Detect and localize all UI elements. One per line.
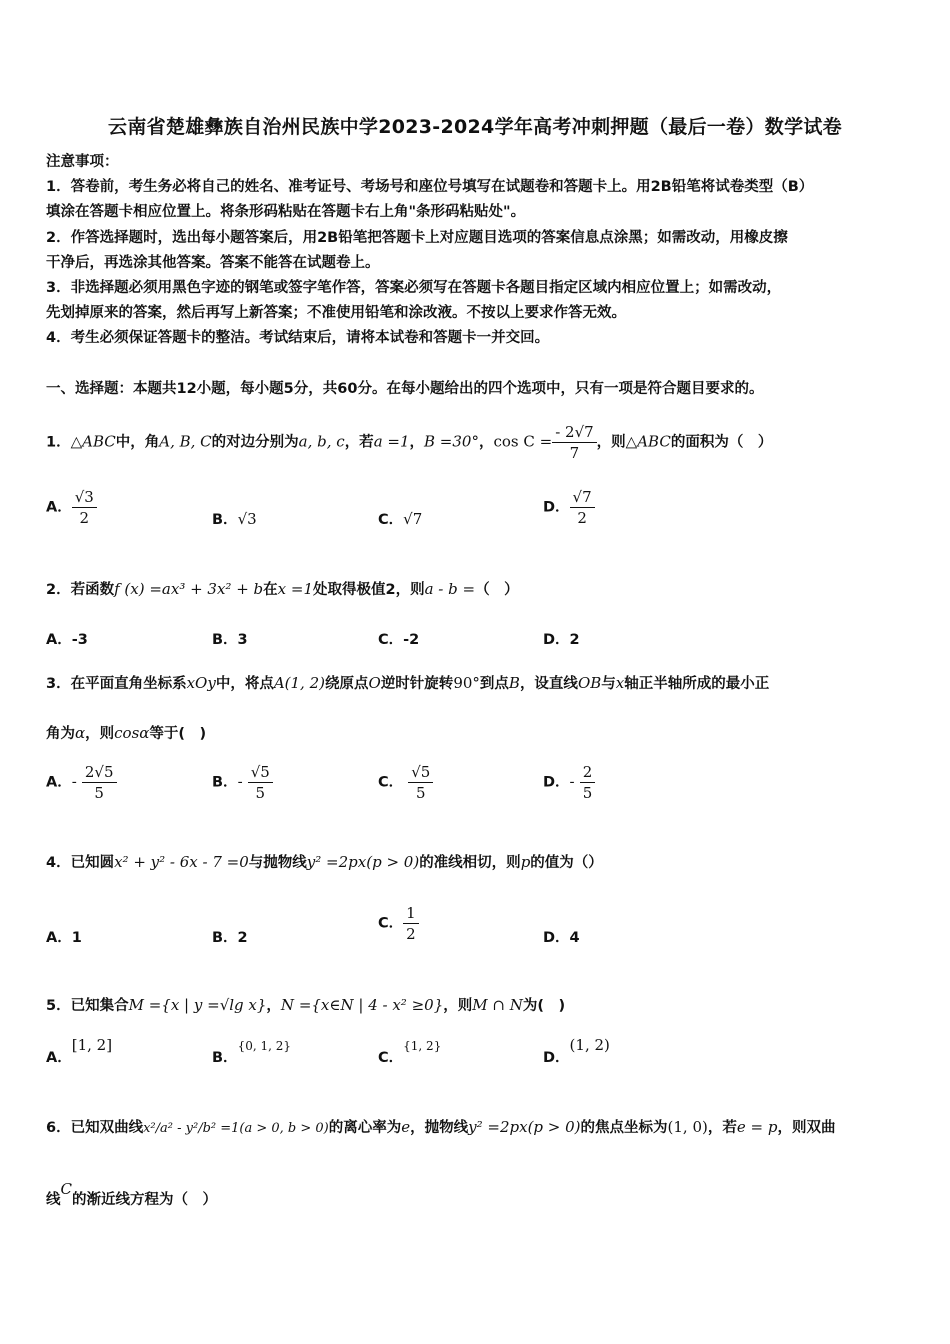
- option-d[interactable]: D． $\frac{√7}{2}$: [543, 487, 595, 528]
- math: y² =2px(p > 0): [306, 853, 420, 871]
- question-5: 5．已知集合M ={x | y =√lg x}，N ={x∈N | 4 - x² ≥0}，则M ∩ N为( ): [46, 996, 566, 1014]
- math: α: [75, 724, 86, 742]
- option-d[interactable]: D．2: [543, 632, 580, 648]
- notice-line: 3．非选择题必须用黑色字迹的钢笔或签字笔作答，答案必须写在答题卡各题目指定区域内相应位置上；如需改动，: [46, 280, 782, 296]
- math: 90°: [453, 674, 480, 692]
- option-c[interactable]: C． $\frac{1}{2}$: [378, 903, 419, 944]
- option-a[interactable]: A．1: [46, 930, 82, 946]
- notice-line: 干净后，再选涂其他答案。答案不能答在试题卷上。: [46, 255, 380, 271]
- math: xOy: [186, 674, 216, 692]
- option-b[interactable]: B．3: [212, 632, 248, 648]
- option-a[interactable]: A．- $\frac{2√5}{5}$: [46, 762, 117, 803]
- math: f (x) =ax³ + 3x² + b: [114, 580, 264, 598]
- math: (1, 0): [667, 1118, 708, 1136]
- math: M ={x | y =√lg x}: [128, 996, 267, 1014]
- page-title: 云南省楚雄彝族自治州民族中学2023-2024学年高考冲刺押题（最后一卷）数学试卷: [108, 116, 842, 138]
- question-2: 2．若函数f (x) =ax³ + 3x² + b在x =1处取得极值2，则a - b =（ ）: [46, 580, 519, 598]
- math: N ={x∈N | 4 - x² ≥0}: [280, 996, 444, 1014]
- math: e: [401, 1118, 411, 1136]
- notice-line: 1．答卷前，考生务必将自己的姓名、准考证号、考场号和座位号填写在试题卷和答题卡上。用2B铅笔将试卷类型（B）: [46, 179, 814, 195]
- math: x²/a² - y²/b² =1(a > 0, b > 0): [143, 1121, 329, 1136]
- math: p: [520, 853, 531, 871]
- question-number: 1．: [46, 434, 71, 451]
- math: B =30°: [424, 432, 479, 451]
- question-1: 1．△ABC中，角A, B, C的对边分别为a, b, c，若a =1，B =30°，cos C = $\frac{- 2√7}{7}$ ，则△ABC的面积为（ ）: [46, 423, 773, 462]
- option-b[interactable]: B．- $\frac{√5}{5}$: [212, 762, 273, 803]
- option-a[interactable]: A． $\frac{√3}{2}$: [46, 487, 97, 528]
- math: e = p: [736, 1118, 778, 1136]
- option-b[interactable]: B．$^{\{0, 1, 2\}}$: [212, 1039, 291, 1066]
- section-heading: 一、选择题：本题共12小题，每小题5分，共60分。在每小题给出的四个选项中，只有一项是符合题目要求的。: [46, 381, 764, 397]
- option-b[interactable]: B．√3: [212, 510, 257, 528]
- option-a[interactable]: A．[1, 2]: [46, 1036, 113, 1066]
- math: x: [615, 674, 625, 692]
- notice-heading: 注意事项：: [46, 154, 119, 170]
- math: M ∩ N: [472, 996, 523, 1014]
- option-c[interactable]: C．√7: [378, 510, 423, 528]
- option-b[interactable]: B．2: [212, 930, 248, 946]
- math: B: [508, 674, 520, 692]
- option-c[interactable]: C． $\frac{√5}{5}$: [378, 762, 433, 803]
- math: C: [60, 1180, 72, 1198]
- question-3: 3．在平面直角坐标系xOy中，将点A(1, 2)绕原点O逆时针旋转90°到点B，设直线OB与x轴正半轴所成的最小正: [46, 674, 770, 692]
- math: △ABC: [70, 432, 116, 451]
- math: a - b =: [424, 580, 476, 598]
- math: cos C =: [493, 432, 553, 451]
- notice-line: 填涂在答题卡相应位置上。将条形码粘贴在答题卡右上角"条形码粘贴处"。: [46, 204, 526, 220]
- math: OB: [577, 674, 602, 692]
- math: cosα: [114, 724, 150, 742]
- math: △ABC: [625, 432, 671, 451]
- option-c[interactable]: C．$^{\{1, 2\}}$: [378, 1039, 442, 1066]
- notice-line: 2．作答选择题时，选出每小题答案后，用2B铅笔把答题卡上对应题目选项的答案信息点涂黑；如需改动，用橡皮擦: [46, 230, 788, 246]
- question-3-line2: 角为α，则cosα等于( ): [46, 724, 207, 742]
- math: A(1, 2): [273, 674, 325, 692]
- notice-line: 4．考生必须保证答题卡的整洁。考试结束后，请将本试卷和答题卡一并交回。: [46, 330, 550, 346]
- math: a =1: [373, 432, 410, 451]
- fraction: $\frac{- 2√7}{7}$: [552, 422, 596, 463]
- question-6-line2: 线C的渐近线方程为（ ）: [46, 1180, 217, 1208]
- math: A, B, C: [159, 432, 212, 451]
- option-c[interactable]: C．-2: [378, 632, 420, 648]
- question-4: 4．已知圆x² + y² - 6x - 7 =0与抛物线y² =2px(p > 0)的准线相切，则p的值为（）: [46, 853, 603, 871]
- option-d[interactable]: D．4: [543, 930, 580, 946]
- math: x =1: [277, 580, 313, 598]
- math: x² + y² - 6x - 7 =0: [114, 853, 249, 871]
- question-6: 6．已知双曲线x²/a² - y²/b² =1(a > 0, b > 0)的离心率为e，抛物线y² =2px(p > 0)的焦点坐标为(1, 0)，若e = p，则双曲: [46, 1118, 836, 1136]
- option-d[interactable]: D．- $\frac{2}{5}$: [543, 762, 595, 803]
- math: a, b, c: [298, 432, 345, 451]
- option-a[interactable]: A．-3: [46, 632, 88, 648]
- notice-line: 先划掉原来的答案，然后再写上新答案；不准使用铅笔和涂改液。不按以上要求作答无效。: [46, 305, 626, 321]
- math: y² =2px(p > 0): [468, 1118, 581, 1136]
- math: O: [368, 674, 381, 692]
- option-d[interactable]: D．(1, 2): [543, 1036, 610, 1066]
